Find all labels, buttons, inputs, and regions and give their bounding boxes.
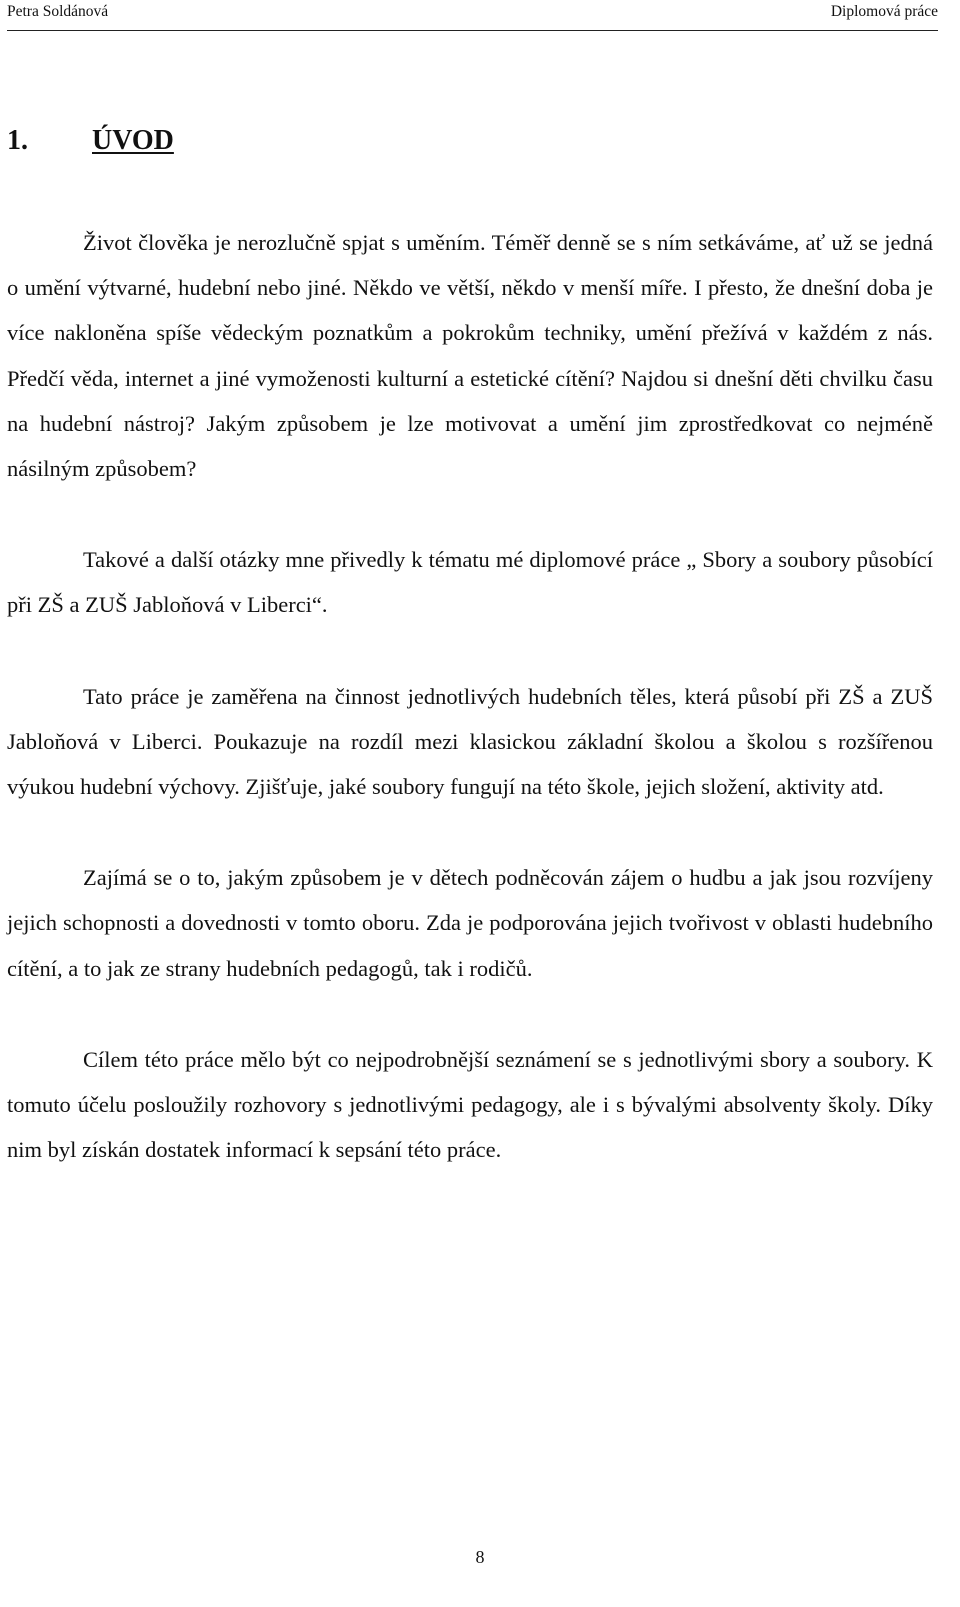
page-number: 8 xyxy=(475,1547,485,1567)
paragraph-4: Zajímá se o to, jakým způsobem je v dětech podněcován zájem o hudbu a jak jsou rozvíjeny jejich schopnosti a dovednosti v tomto oboru. Zda je podporována jejich tvořivost v oblasti hudebního cítění, a to jak ze strany hudebních pedagogů, tak i rodičů. xyxy=(7,865,933,981)
running-header xyxy=(7,2,938,26)
chapter-heading xyxy=(7,124,174,158)
paragraph-5: Cílem této práce mělo být co nejpodrobnější seznámení se s jednotlivými sbory a soubory. K tomuto účelu posloužily rozhovory s jednotlivými pedagogy, ale i s bývalými absolventy školy. Díky nim byl získán dostatek informací k sepsání této práce. xyxy=(7,1046,933,1163)
paragraph-2: Takové a další otázky mne přivedly k tématu mé diplomové práce „ Sbory a soubory působící při ZŠ a ZUŠ Jabloňová v Liberci“. xyxy=(7,547,933,618)
chapter-number: 1. xyxy=(7,125,28,156)
paragraph-1: Život člověka je nerozlučně spjat s uměním. Téměř denně se s ním setkáváme, ať už se jedná o umění výtvarné, hudební nebo jiné. Někdo ve větší, někdo v menší míře. I přesto, že dnešní doba je více nakloněna spíše vědeckým poznatkům a pokrokům techniky, umění přežívá v každém z nás. Předčí věda, internet a jiné vymoženosti kulturní a estetické cítění? Najdou si dnešní děti chvilku času na hudební nástroj? Jakým způsobem je lze motivovat a umění jim zprostředkovat co nejméně násilným způsobem? xyxy=(7,230,933,482)
header-doc-type: Diplomová práce xyxy=(830,3,938,20)
header-rule xyxy=(7,30,938,31)
body-text xyxy=(7,220,933,1218)
header-author: Petra Soldánová xyxy=(7,3,109,20)
paragraph-3: Tato práce je zaměřena na činnost jednotlivých hudebních těles, která působí při ZŠ a ZUŠ Jabloňová v Liberci. Poukazuje na rozdíl mezi klasickou základní školou a školou s rozšířenou výukou hudební výchovy. Zjišťuje, jaké soubory fungují na této škole, jejich složení, aktivity atd. xyxy=(7,683,933,800)
chapter-title: ÚVOD xyxy=(92,125,174,156)
